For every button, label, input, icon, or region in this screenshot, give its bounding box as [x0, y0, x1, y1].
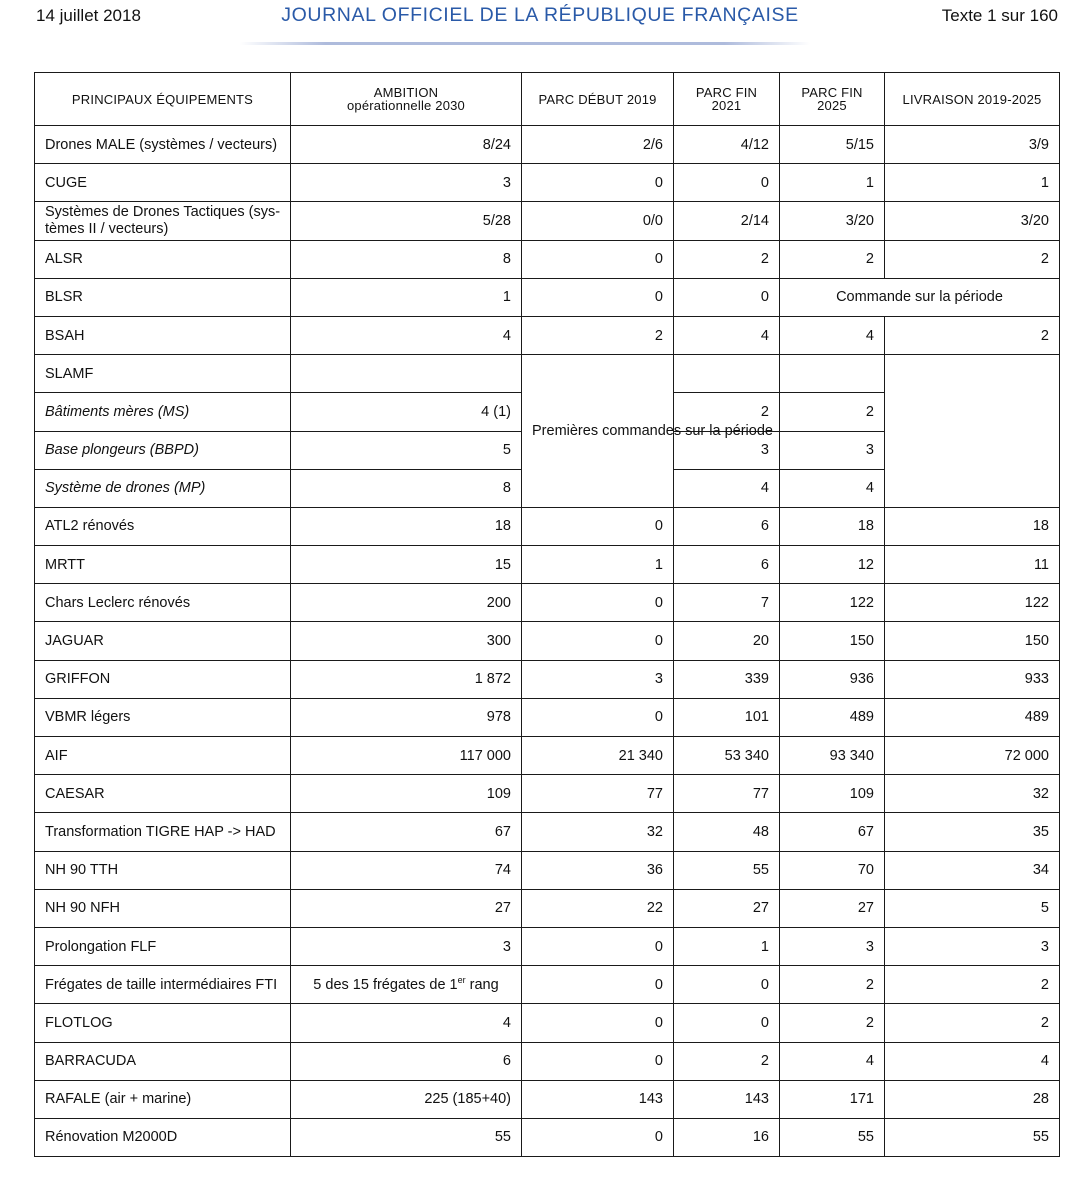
cell-parc-debut-2019: 0	[522, 278, 674, 316]
cell-parc-fin-2025: 2	[780, 966, 885, 1004]
cell-livraison: 2	[885, 316, 1060, 354]
ambition-text-end: rang	[465, 976, 499, 993]
cell-ambition: 978	[291, 698, 522, 736]
cell-parc-debut-2019: 143	[522, 1080, 674, 1118]
cell-livraison: 122	[885, 584, 1060, 622]
table-row-drones-male-systemes-vecteurs	[35, 126, 1060, 164]
cell-parc-debut-2019: 0	[522, 1042, 674, 1080]
table-row-fti	[35, 966, 1060, 1004]
cell-parc-fin-2025: 55	[780, 1118, 885, 1156]
cell-ambition: 27	[291, 889, 522, 927]
cell-label: BSAH	[35, 316, 291, 354]
cell-parc-fin-2021: 77	[674, 775, 780, 813]
cell-label: Chars Leclerc rénovés	[35, 584, 291, 622]
cell-ambition: 300	[291, 622, 522, 660]
cell-parc-fin-2021: 4/12	[674, 126, 780, 164]
cell-parc-fin-2025: 3/20	[780, 202, 885, 240]
cell-parc-fin-2021: 4	[674, 316, 780, 354]
cell-parc-fin-2025: 936	[780, 660, 885, 698]
cell-label: CAESAR	[35, 775, 291, 813]
cell-parc-fin-2025: 171	[780, 1080, 885, 1118]
cell-label: Rénovation M2000D	[35, 1118, 291, 1156]
cell-label: RAFALE (air + marine)	[35, 1080, 291, 1118]
cell-parc-debut-2019: 0	[522, 1118, 674, 1156]
cell-parc-fin-2021: 0	[674, 164, 780, 202]
cell-label: ATL2 rénovés	[35, 507, 291, 545]
cell-label: BLSR	[35, 278, 291, 316]
column-header-livraison: LIVRAISON 2019-2025	[885, 73, 1060, 126]
table-row-bsah	[35, 316, 1060, 354]
cell-parc-fin-2025: 2	[780, 393, 885, 431]
cell-label: SLAMF	[35, 355, 291, 393]
cell-livraison: 489	[885, 698, 1060, 736]
cell-livraison: 2	[885, 966, 1060, 1004]
cell-ambition: 74	[291, 851, 522, 889]
cell-ambition: 117 000	[291, 737, 522, 775]
cell-parc-fin-2025: 27	[780, 889, 885, 927]
table-row-aif	[35, 737, 1060, 775]
cell-label: Bâtiments mères (MS)	[35, 393, 291, 431]
cell-label: AIF	[35, 737, 291, 775]
table-row-cuge	[35, 164, 1060, 202]
cell-label: FLOTLOG	[35, 1004, 291, 1042]
cell-label: Base plongeurs (BBPD)	[35, 431, 291, 469]
cell-ambition: 3	[291, 927, 522, 965]
cell-parc-fin-2025: 4	[780, 316, 885, 354]
cell-ambition: 4 (1)	[291, 393, 522, 431]
cell-livraison: 1	[885, 164, 1060, 202]
cell-livraison: 150	[885, 622, 1060, 660]
cell-ambition: 18	[291, 507, 522, 545]
cell-ambition	[291, 355, 522, 393]
table-row-rafale-air-marine	[35, 1080, 1060, 1118]
cell-parc-fin-2021: 0	[674, 278, 780, 316]
cell-ambition: 5	[291, 431, 522, 469]
cell-parc-fin-2021: 0	[674, 1004, 780, 1042]
cell-parc-fin-2021: 7	[674, 584, 780, 622]
cell-parc-fin-2025: 4	[780, 469, 885, 507]
cell-livraison: 35	[885, 813, 1060, 851]
cell-parc-fin-2025: 18	[780, 507, 885, 545]
cell-parc-fin-2025: 489	[780, 698, 885, 736]
table-row-systemes-de-drones-tactiques-sys-temes-ii-vecteurs	[35, 202, 1060, 240]
cell-label: Drones MALE (systèmes / vecteurs)	[35, 126, 291, 164]
table-row-barracuda	[35, 1042, 1060, 1080]
cell-label: Frégates de taille intermédiaires FTI	[35, 966, 291, 1004]
cell-livraison: 34	[885, 851, 1060, 889]
cell-parc-debut-2019: 0	[522, 240, 674, 278]
cell-parc-fin-2021: 2	[674, 1042, 780, 1080]
cell-parc-debut-2019: 1	[522, 546, 674, 584]
cell-parc-debut-2019: 0	[522, 1004, 674, 1042]
cell-parc-debut-2019: 3	[522, 660, 674, 698]
cell-parc-fin-2021: 20	[674, 622, 780, 660]
cell-parc-debut-2019: 2	[522, 316, 674, 354]
cell-parc-fin-2025: 150	[780, 622, 885, 660]
cell-label: NH 90 NFH	[35, 889, 291, 927]
table-row-jaguar	[35, 622, 1060, 660]
equipment-table	[34, 72, 1060, 1157]
cell-parc-fin-2021: 48	[674, 813, 780, 851]
cell-label: GRIFFON	[35, 660, 291, 698]
table-row-prolongation-flf	[35, 927, 1060, 965]
cell-parc-debut-2019: 0	[522, 698, 674, 736]
table-row-caesar	[35, 775, 1060, 813]
cell-parc-fin-2025: 1	[780, 164, 885, 202]
cell-label: Prolongation FLF	[35, 927, 291, 965]
cell-ambition: 55	[291, 1118, 522, 1156]
journal-title: JOURNAL OFFICIEL DE LA RÉPUBLIQUE FRANÇAISE	[281, 4, 799, 26]
cell-ambition: 8	[291, 240, 522, 278]
table-row-mrtt	[35, 546, 1060, 584]
cell-livraison: 3/20	[885, 202, 1060, 240]
cell-parc-debut-2019: 0	[522, 584, 674, 622]
cell-parc-fin-2025: 3	[780, 431, 885, 469]
cell-livraison: 4	[885, 1042, 1060, 1080]
ambition-superscript: er	[457, 974, 466, 985]
table-row-nh-90-tth	[35, 851, 1060, 889]
cell-parc-debut-2019: 32	[522, 813, 674, 851]
cell-parc-debut-2019: 0/0	[522, 202, 674, 240]
cell-parc-fin-2025: 2	[780, 1004, 885, 1042]
cell-parc-fin-2021: 143	[674, 1080, 780, 1118]
cell-ambition: 6	[291, 1042, 522, 1080]
cell-parc-fin-2021: 2/14	[674, 202, 780, 240]
column-header-equipements: PRINCIPAUX ÉQUIPEMENTS	[35, 73, 291, 126]
cell-ambition: 67	[291, 813, 522, 851]
cell-parc-fin-2025: 4	[780, 1042, 885, 1080]
cell-parc-fin-2021: 55	[674, 851, 780, 889]
table-header-row	[35, 73, 1060, 126]
table-row-alsr	[35, 240, 1060, 278]
cell-parc-fin-2021: 4	[674, 469, 780, 507]
cell-ambition: 8/24	[291, 126, 522, 164]
table-row-griffon	[35, 660, 1060, 698]
cell-ambition: 225 (185+40)	[291, 1080, 522, 1118]
cell-ambition: 8	[291, 469, 522, 507]
cell-livraison: 18	[885, 507, 1060, 545]
cell-parc-fin-2021: 6	[674, 507, 780, 545]
cell-livraison: 5	[885, 889, 1060, 927]
cell-parc-debut-2019: 0	[522, 622, 674, 660]
table-row-transformation-tigre-hap-had	[35, 813, 1060, 851]
cell-parc-fin-2025: 12	[780, 546, 885, 584]
cell-parc-debut-2019: 21 340	[522, 737, 674, 775]
cell-label: MRTT	[35, 546, 291, 584]
ambition-text: 5 des 15 frégates de 1	[313, 976, 458, 993]
cell-parc-fin-2021: 6	[674, 546, 780, 584]
cell-ambition: 3	[291, 164, 522, 202]
cell-parc-fin-2025: 5/15	[780, 126, 885, 164]
cell-parc-fin-2021	[674, 355, 780, 393]
cell-label: Systèmes de Drones Tactiques (sys- tèmes II / vecteurs)	[35, 202, 291, 240]
table-row-atl2-renoves	[35, 507, 1060, 545]
cell-parc-fin-2025: 67	[780, 813, 885, 851]
column-header-parc-2025: PARC FIN 2025	[780, 73, 885, 126]
cell-parc-fin-2021: 1	[674, 927, 780, 965]
cell-livraison: 933	[885, 660, 1060, 698]
cell-label: JAGUAR	[35, 622, 291, 660]
cell-parc-debut-2019: 36	[522, 851, 674, 889]
cell-parc-debut-2019: 0	[522, 507, 674, 545]
cell-ambition: 109	[291, 775, 522, 813]
cell-livraison: 55	[885, 1118, 1060, 1156]
cell-livraison: 3/9	[885, 126, 1060, 164]
table-row-flotlog	[35, 1004, 1060, 1042]
cell-parc-fin-2025: 93 340	[780, 737, 885, 775]
cell-livraison	[885, 355, 1060, 508]
cell-livraison: 72 000	[885, 737, 1060, 775]
cell-label: Transformation TIGRE HAP -> HAD	[35, 813, 291, 851]
table-row-slamf	[35, 355, 1060, 393]
cell-ambition: 1	[291, 278, 522, 316]
column-header-parc-2021: PARC FIN 2021	[674, 73, 780, 126]
cell-label: NH 90 TTH	[35, 851, 291, 889]
cell-ambition: 200	[291, 584, 522, 622]
text-reference: Texte 1 sur 160	[941, 6, 1058, 25]
cell-livraison: 11	[885, 546, 1060, 584]
cell-label: Système de drones (MP)	[35, 469, 291, 507]
cell-parc-fin-2021: 16	[674, 1118, 780, 1156]
cell-label: ALSR	[35, 240, 291, 278]
cell-label: VBMR légers	[35, 698, 291, 736]
cell-parc-fin-2025: 122	[780, 584, 885, 622]
cell-parc-debut-2019: 0	[522, 927, 674, 965]
cell-parc-fin-2021: 27	[674, 889, 780, 927]
table-row-nh-90-nfh	[35, 889, 1060, 927]
table-row-renovation-m2000d	[35, 1118, 1060, 1156]
column-header-ambition: AMBITION opérationnelle 2030	[291, 73, 522, 126]
cell-parc-fin-2021: 2	[674, 393, 780, 431]
table-row-vbmr-legers	[35, 698, 1060, 736]
page-header	[0, 0, 1080, 46]
cell-livraison: 2	[885, 1004, 1060, 1042]
cell-label: BARRACUDA	[35, 1042, 291, 1080]
cell-ambition: 4	[291, 1004, 522, 1042]
cell-ambition: 1 872	[291, 660, 522, 698]
header-rule	[240, 42, 810, 45]
cell-parc-fin-2025: 70	[780, 851, 885, 889]
cell-parc-debut-2019: 0	[522, 164, 674, 202]
cell-parc-debut-2019: 22	[522, 889, 674, 927]
cell-ambition: 5/28	[291, 202, 522, 240]
cell-parc-fin-2021: 0	[674, 966, 780, 1004]
cell-ambition: 4	[291, 316, 522, 354]
cell-ambition	[291, 966, 522, 1004]
table-row-chars-leclerc-renoves	[35, 584, 1060, 622]
cell-parc-fin-2021: 3	[674, 431, 780, 469]
cell-premieres-commandes: Premières commandes sur la période	[522, 355, 674, 508]
cell-parc-fin-2021: 53 340	[674, 737, 780, 775]
cell-parc-fin-2021: 2	[674, 240, 780, 278]
cell-livraison: 2	[885, 240, 1060, 278]
cell-livraison: 32	[885, 775, 1060, 813]
table-row-blsr	[35, 278, 1060, 316]
cell-livraison: 3	[885, 927, 1060, 965]
cell-parc-fin-2025: 2	[780, 240, 885, 278]
cell-parc-fin-2025: 3	[780, 927, 885, 965]
cell-parc-fin-2025: Commande sur la période	[780, 278, 1060, 316]
cell-label: CUGE	[35, 164, 291, 202]
cell-parc-fin-2025	[780, 355, 885, 393]
cell-parc-fin-2025: 109	[780, 775, 885, 813]
cell-parc-fin-2021: 339	[674, 660, 780, 698]
cell-parc-fin-2021: 101	[674, 698, 780, 736]
cell-parc-debut-2019: 77	[522, 775, 674, 813]
cell-parc-debut-2019: 0	[522, 966, 674, 1004]
publication-date: 14 juillet 2018	[36, 6, 141, 25]
cell-livraison: 28	[885, 1080, 1060, 1118]
column-header-parc-2019: PARC DÉBUT 2019	[522, 73, 674, 126]
cell-ambition: 15	[291, 546, 522, 584]
cell-parc-debut-2019: 2/6	[522, 126, 674, 164]
